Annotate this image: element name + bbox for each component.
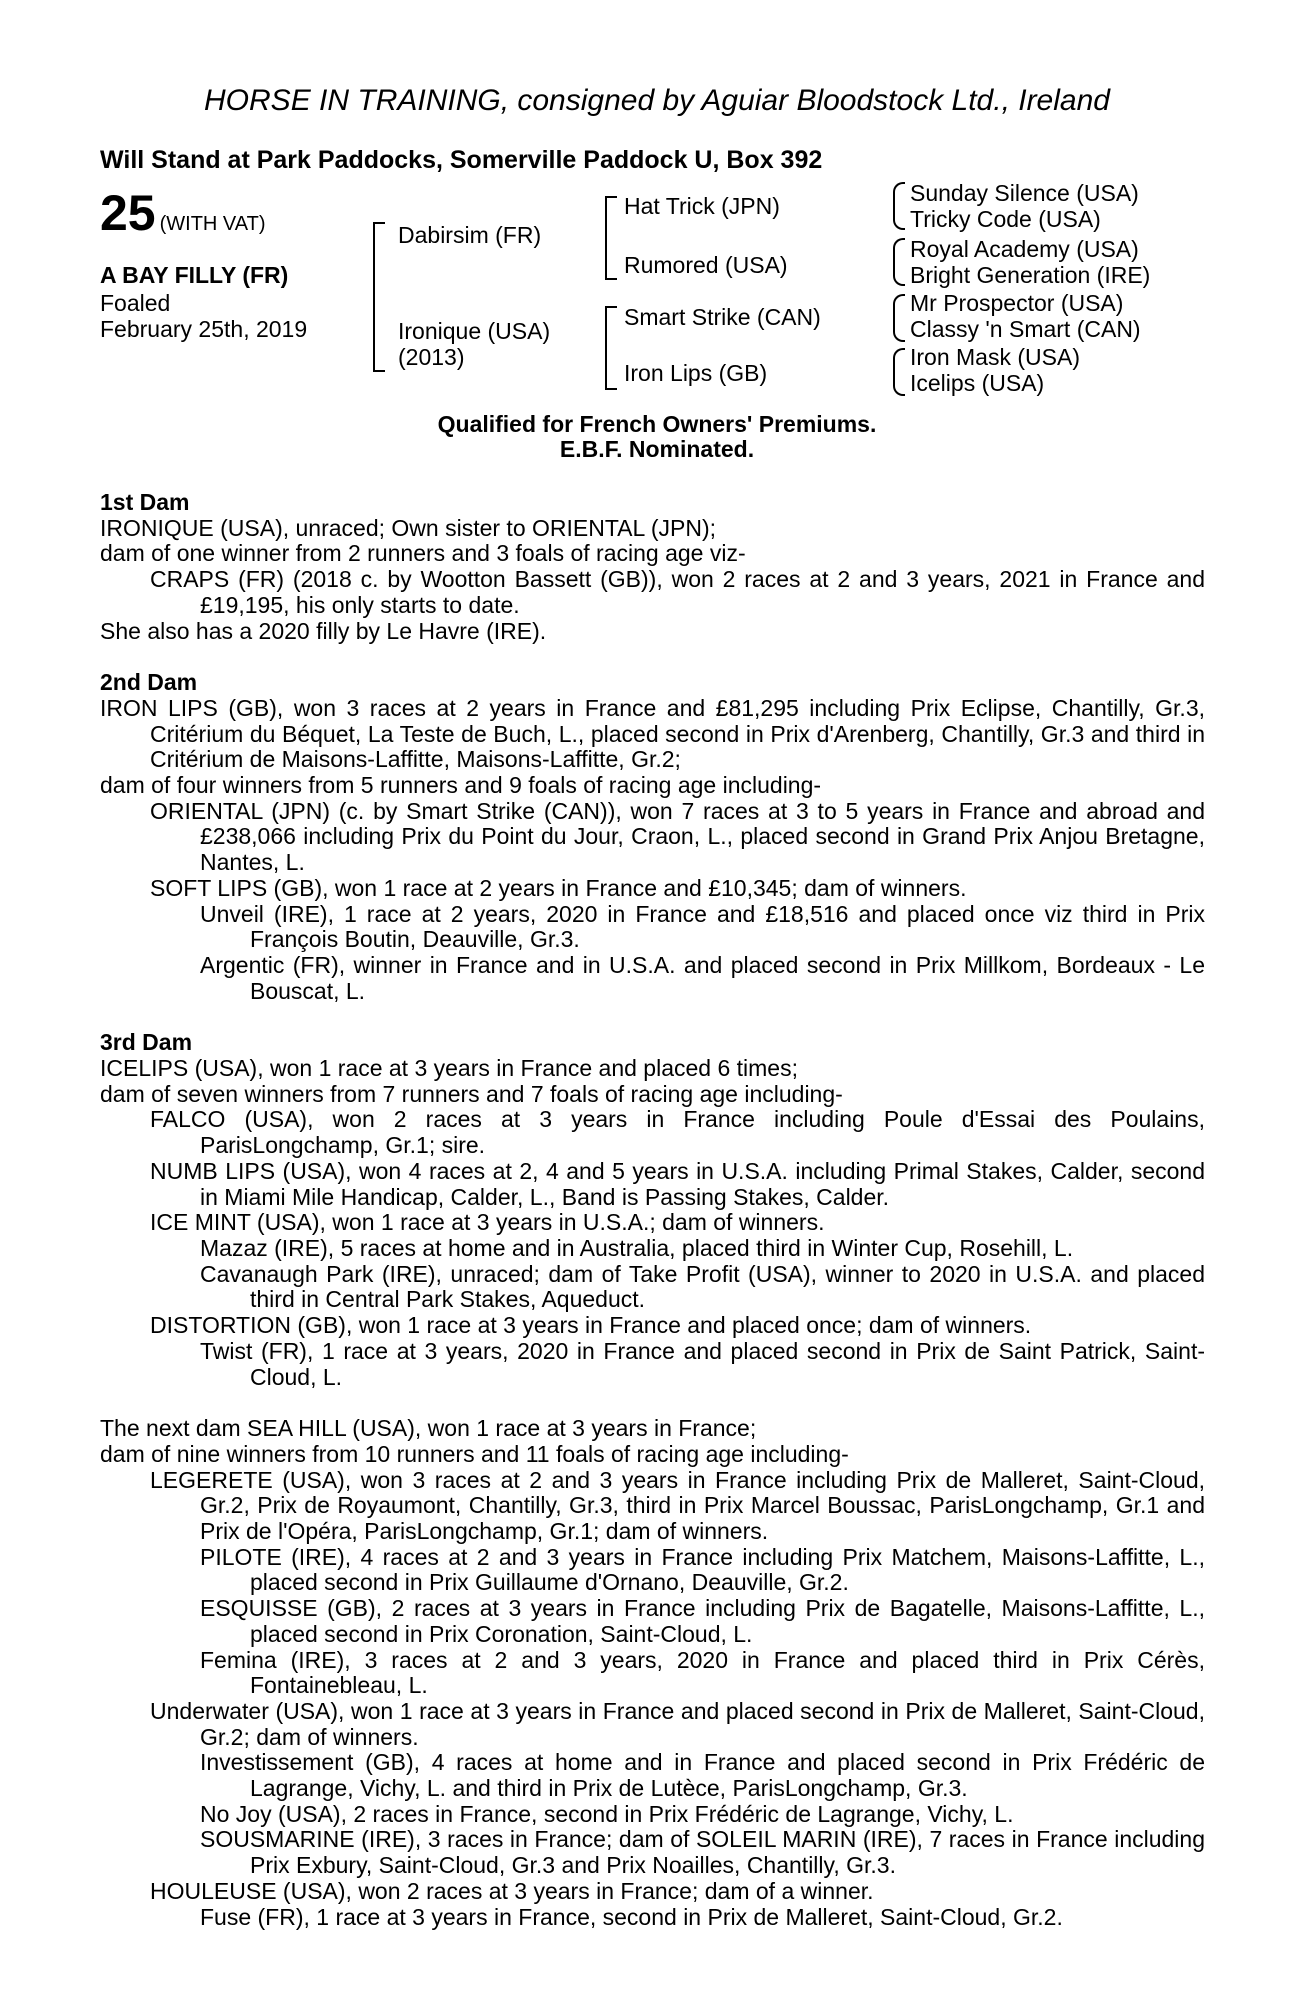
third-dam-p2: dam of seven winners from 7 runners and 7 foals of racing age including- [100, 1080, 843, 1107]
next-dam-p9: No Joy (USA), 2 races in France, second in Prix Frédéric de Lagrange, Vichy, L. [200, 1800, 1014, 1827]
third-dam-p9: Twist (FR), 1 race at 3 years, 2020 in France and placed second in Prix de Saint Patrick, Saint-Cloud, L. [200, 1337, 1205, 1390]
next-dam-p6: Femina (IRE), 3 races at 2 and 3 years, 2020 in France and placed third in Prix Cérès, Fontainebleau, L. [200, 1646, 1205, 1699]
next-dam-p8: Investissement (GB), 4 races at home and in France and placed second in Prix Frédéric de Lagrange, Vichy, L. and third in Prix de Lutèce, ParisLongchamp, Gr.3. [200, 1749, 1205, 1802]
dam-name-line2: (2013) [398, 344, 465, 370]
next-dam-p3: LEGERETE (USA), won 3 races at 2 and 3 years in France including Prix de Malleret, Saint-Cloud, Gr.2, Prix de Royaumont, Chantilly, Gr.3, third in Prix Marcel Boussac, ParisLongchamp, Gr.1 and Prix de l'Opéra, ParisLongchamp, Gr.1; dam of winners. [150, 1466, 1205, 1545]
foaled-date: February 25th, 2019 [100, 316, 308, 342]
dam-sire-name: Smart Strike (CAN) [624, 304, 821, 330]
next-dam-p4: PILOTE (IRE), 4 races at 2 and 3 years in France including Prix Matchem, Maisons-Laffitte, L., placed second in Prix Guillaume d'Ornano, Deauville, Gr.2. [200, 1543, 1205, 1596]
third-dam-p8: DISTORTION (GB), won 1 race at 3 years in France and placed once; dam of winners. [150, 1312, 1032, 1339]
stand-location: Will Stand at Park Paddocks, Somerville Paddock U, Box 392 [100, 146, 823, 174]
third-dam-p4: NUMB LIPS (USA), won 4 races at 2, 4 and 5 years in U.S.A. including Primal Stakes, Calder, second in Miami Mile Handicap, Calder, L., Band is Passing Stakes, Calder. [150, 1157, 1205, 1210]
sire-name: Dabirsim (FR) [398, 222, 542, 248]
second-dam-p5: Unveil (IRE), 1 race at 2 years, 2020 in France and £18,516 and placed once viz third in Prix François Boutin, Deauville, Gr.3. [200, 900, 1205, 953]
page-title: HORSE IN TRAINING, consigned by Aguiar Bloodstock Ltd., Ireland [204, 84, 1110, 117]
lot-number: 25 [100, 185, 156, 241]
qualifications [0, 412, 1314, 462]
third-dam-p1: ICELIPS (USA), won 1 race at 3 years in France and placed 6 times; [100, 1055, 798, 1082]
ds-dam-name: Classy 'n Smart (CAN) [910, 316, 1141, 342]
foaled-label: Foaled [100, 290, 171, 316]
ebf-note: E.B.F. Nominated. [559, 436, 755, 462]
first-dam-heading: 1st Dam [100, 489, 190, 515]
ds-sire-name: Mr Prospector (USA) [910, 290, 1124, 316]
second-dam-p1: IRON LIPS (GB), won 3 races at 2 years in France and £81,295 including Prix Eclipse, Chantilly, Gr.3, Critérium du Béquet, La Teste de Buch, L., placed second in Prix d'Arenberg, Chantilly, Gr.3 and third in Critérium de Maisons-Laffitte, Maisons-Laffitte, Gr.2; [100, 694, 1205, 773]
third-dam-p6: Mazaz (IRE), 5 races at home and in Australia, placed third in Winter Cup, Rosehill, L. [200, 1234, 1074, 1261]
third-dam-heading: 3rd Dam [100, 1029, 193, 1056]
dam-name-line1: Ironique (USA) [398, 318, 551, 344]
second-dam-p3: ORIENTAL (JPN) (c. by Smart Strike (CAN)), won 7 races at 3 to 5 years in France and abroad and £238,066 including Prix du Point du Jour, Craon, L., placed second in Grand Prix Anjou Bretagne, Nantes, L. [150, 797, 1205, 876]
pedigree-bracket-main [373, 222, 385, 372]
next-dam-p2: dam of nine winners from 10 runners and 11 foals of racing age including- [100, 1440, 849, 1467]
sire-dam-name: Rumored (USA) [624, 252, 788, 278]
sire-sire-name: Hat Trick (JPN) [624, 193, 780, 219]
pedigree-bracket-dd [893, 348, 905, 396]
sd-sire-name: Royal Academy (USA) [910, 236, 1139, 262]
pedigree-notes [100, 490, 1205, 1930]
pedigree-bracket-sd [893, 238, 905, 286]
dd-sire-name: Iron Mask (USA) [910, 344, 1080, 370]
pedigree-bracket-ds [893, 294, 905, 342]
third-dam-p5: ICE MINT (USA), won 1 race at 3 years in U.S.A.; dam of winners. [150, 1209, 825, 1236]
ss-sire-name: Sunday Silence (USA) [910, 180, 1139, 206]
third-dam-p7: Cavanaugh Park (IRE), unraced; dam of Take Profit (USA), winner to 2020 in U.S.A. and placed third in Central Park Stakes, Aqueduct. [200, 1260, 1205, 1313]
next-dam-p5: ESQUISSE (GB), 2 races at 3 years in France including Prix de Bagatelle, Maisons-Laffitte, L., placed second in Prix Coronation, Saint-Cloud, L. [200, 1595, 1205, 1647]
foaled-info [100, 290, 307, 342]
owners-premiums-note: Qualified for French Owners' Premiums. [437, 411, 877, 437]
vat-label: (WITH VAT) [159, 213, 266, 235]
sd-dam-name: Bright Generation (IRE) [910, 262, 1151, 288]
dam-name [398, 318, 550, 370]
pedigree-bracket-ss [893, 182, 905, 230]
first-dam-p4: She also has a 2020 filly by Le Havre (IRE). [100, 617, 547, 644]
first-dam-p2: dam of one winner from 2 runners and 3 foals of racing age viz- [100, 540, 746, 567]
dd-dam-name: Icelips (USA) [910, 370, 1045, 396]
next-dam-p11: HOULEUSE (USA), won 2 races at 3 years in France; dam of a winner. [150, 1877, 874, 1904]
next-dam-p10: SOUSMARINE (IRE), 3 races in France; dam of SOLEIL MARIN (IRE), 7 races in France including Prix Exbury, Saint-Cloud, Gr.3 and Prix Noailles, Chantilly, Gr.3. [200, 1826, 1205, 1879]
third-dam-p3: FALCO (USA), won 2 races at 3 years in France including Poule d'Essai des Poulains, ParisLongchamp, Gr.1; sire. [150, 1106, 1205, 1159]
next-dam-p1: The next dam SEA HILL (USA), won 1 race at 3 years in France; [100, 1415, 757, 1442]
pedigree-bracket-sire [605, 196, 617, 280]
second-dam-p4: SOFT LIPS (GB), won 1 race at 2 years in France and £10,345; dam of winners. [150, 874, 967, 901]
second-dam-p2: dam of four winners from 5 runners and 9 foals of racing age including- [100, 772, 822, 799]
next-dam-p12: Fuse (FR), 1 race at 3 years in France, second in Prix de Malleret, Saint-Cloud, Gr.2. [200, 1903, 1063, 1930]
first-dam-p1: IRONIQUE (USA), unraced; Own sister to ORIENTAL (JPN); [100, 514, 717, 541]
horse-description: A BAY FILLY (FR) [100, 262, 289, 288]
ss-dam-name: Tricky Code (USA) [910, 206, 1101, 232]
second-dam-heading: 2nd Dam [100, 669, 198, 696]
first-dam-p3: CRAPS (FR) (2018 c. by Wootton Bassett (GB)), won 2 races at 2 and 3 years, 2021 in France and £19,195, his only starts to date. [150, 566, 1205, 618]
lot-number-block [100, 184, 266, 242]
pedigree-bracket-dam [605, 306, 617, 390]
second-dam-p6: Argentic (FR), winner in France and in U.S.A. and placed second in Prix Millkom, Bordeaux - Le Bouscat, L. [200, 951, 1205, 1004]
dam-dam-name: Iron Lips (GB) [624, 360, 768, 386]
next-dam-p7: Underwater (USA), won 1 race at 3 years in France and placed second in Prix de Malleret, Saint-Cloud, Gr.2; dam of winners. [150, 1697, 1205, 1750]
